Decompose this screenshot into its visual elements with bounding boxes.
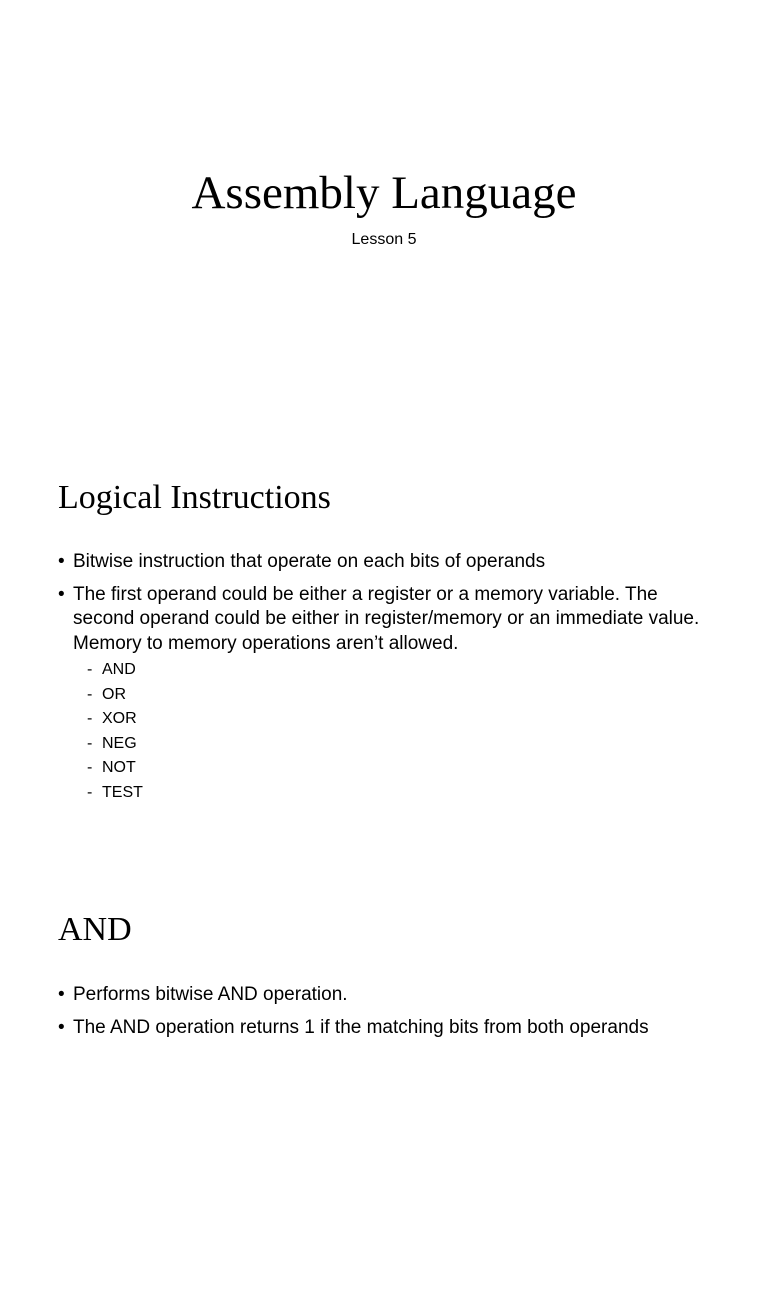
sublist-item: [87, 707, 718, 732]
slide-subtitle: Lesson 5: [351, 231, 417, 248]
sub-marker: -: [87, 685, 93, 703]
bullet-text: Bitwise instruction that operate on each bits of operands: [73, 551, 546, 572]
sublist-text: NOT: [102, 759, 136, 777]
bullet-item: [58, 583, 718, 806]
sub-marker: -: [87, 661, 93, 678]
bullet-marker: •: [58, 1016, 65, 1038]
sublist-text: AND: [102, 661, 136, 678]
sub-marker: -: [87, 783, 93, 801]
bullet-text: The first operand could be either a register or a memory variable. The second operand could be either in register/memory or an immediate value. Memory to memory operations aren’t allowed.: [73, 583, 700, 654]
sub-marker: -: [87, 710, 93, 728]
title-slide: [0, 0, 768, 432]
bullet-list: [58, 983, 718, 1048]
slide-heading: Logical Instructions: [58, 479, 331, 516]
sublist-text: XOR: [102, 710, 137, 728]
sublist-item: [87, 756, 718, 781]
sublist-item: [87, 732, 718, 757]
slide-title: Assembly Language: [191, 167, 577, 219]
slide-heading: AND: [58, 911, 132, 948]
bullet-item: [58, 550, 718, 575]
bullet-text: Performs bitwise AND operation.: [73, 984, 348, 1005]
sublist-text: NEG: [102, 734, 137, 752]
sub-marker: -: [87, 734, 93, 752]
sublist-text: TEST: [102, 783, 143, 801]
instruction-sublist: [73, 658, 718, 806]
bullet-text: The AND operation returns 1 if the matching bits from both operands: [73, 1016, 649, 1038]
and-slide: [0, 864, 768, 1296]
sub-marker: -: [87, 759, 93, 777]
bullet-item: [58, 1016, 718, 1041]
bullet-marker: •: [58, 583, 65, 605]
sublist-text: OR: [102, 685, 126, 703]
bullet-marker: •: [58, 984, 65, 1005]
bullet-item: [58, 983, 718, 1008]
sublist-item: [87, 658, 718, 683]
bullet-list: [58, 550, 718, 814]
sublist-item: [87, 683, 718, 708]
logical-instructions-slide: [0, 432, 768, 864]
bullet-marker: •: [58, 551, 65, 572]
sublist-item: [87, 781, 718, 806]
